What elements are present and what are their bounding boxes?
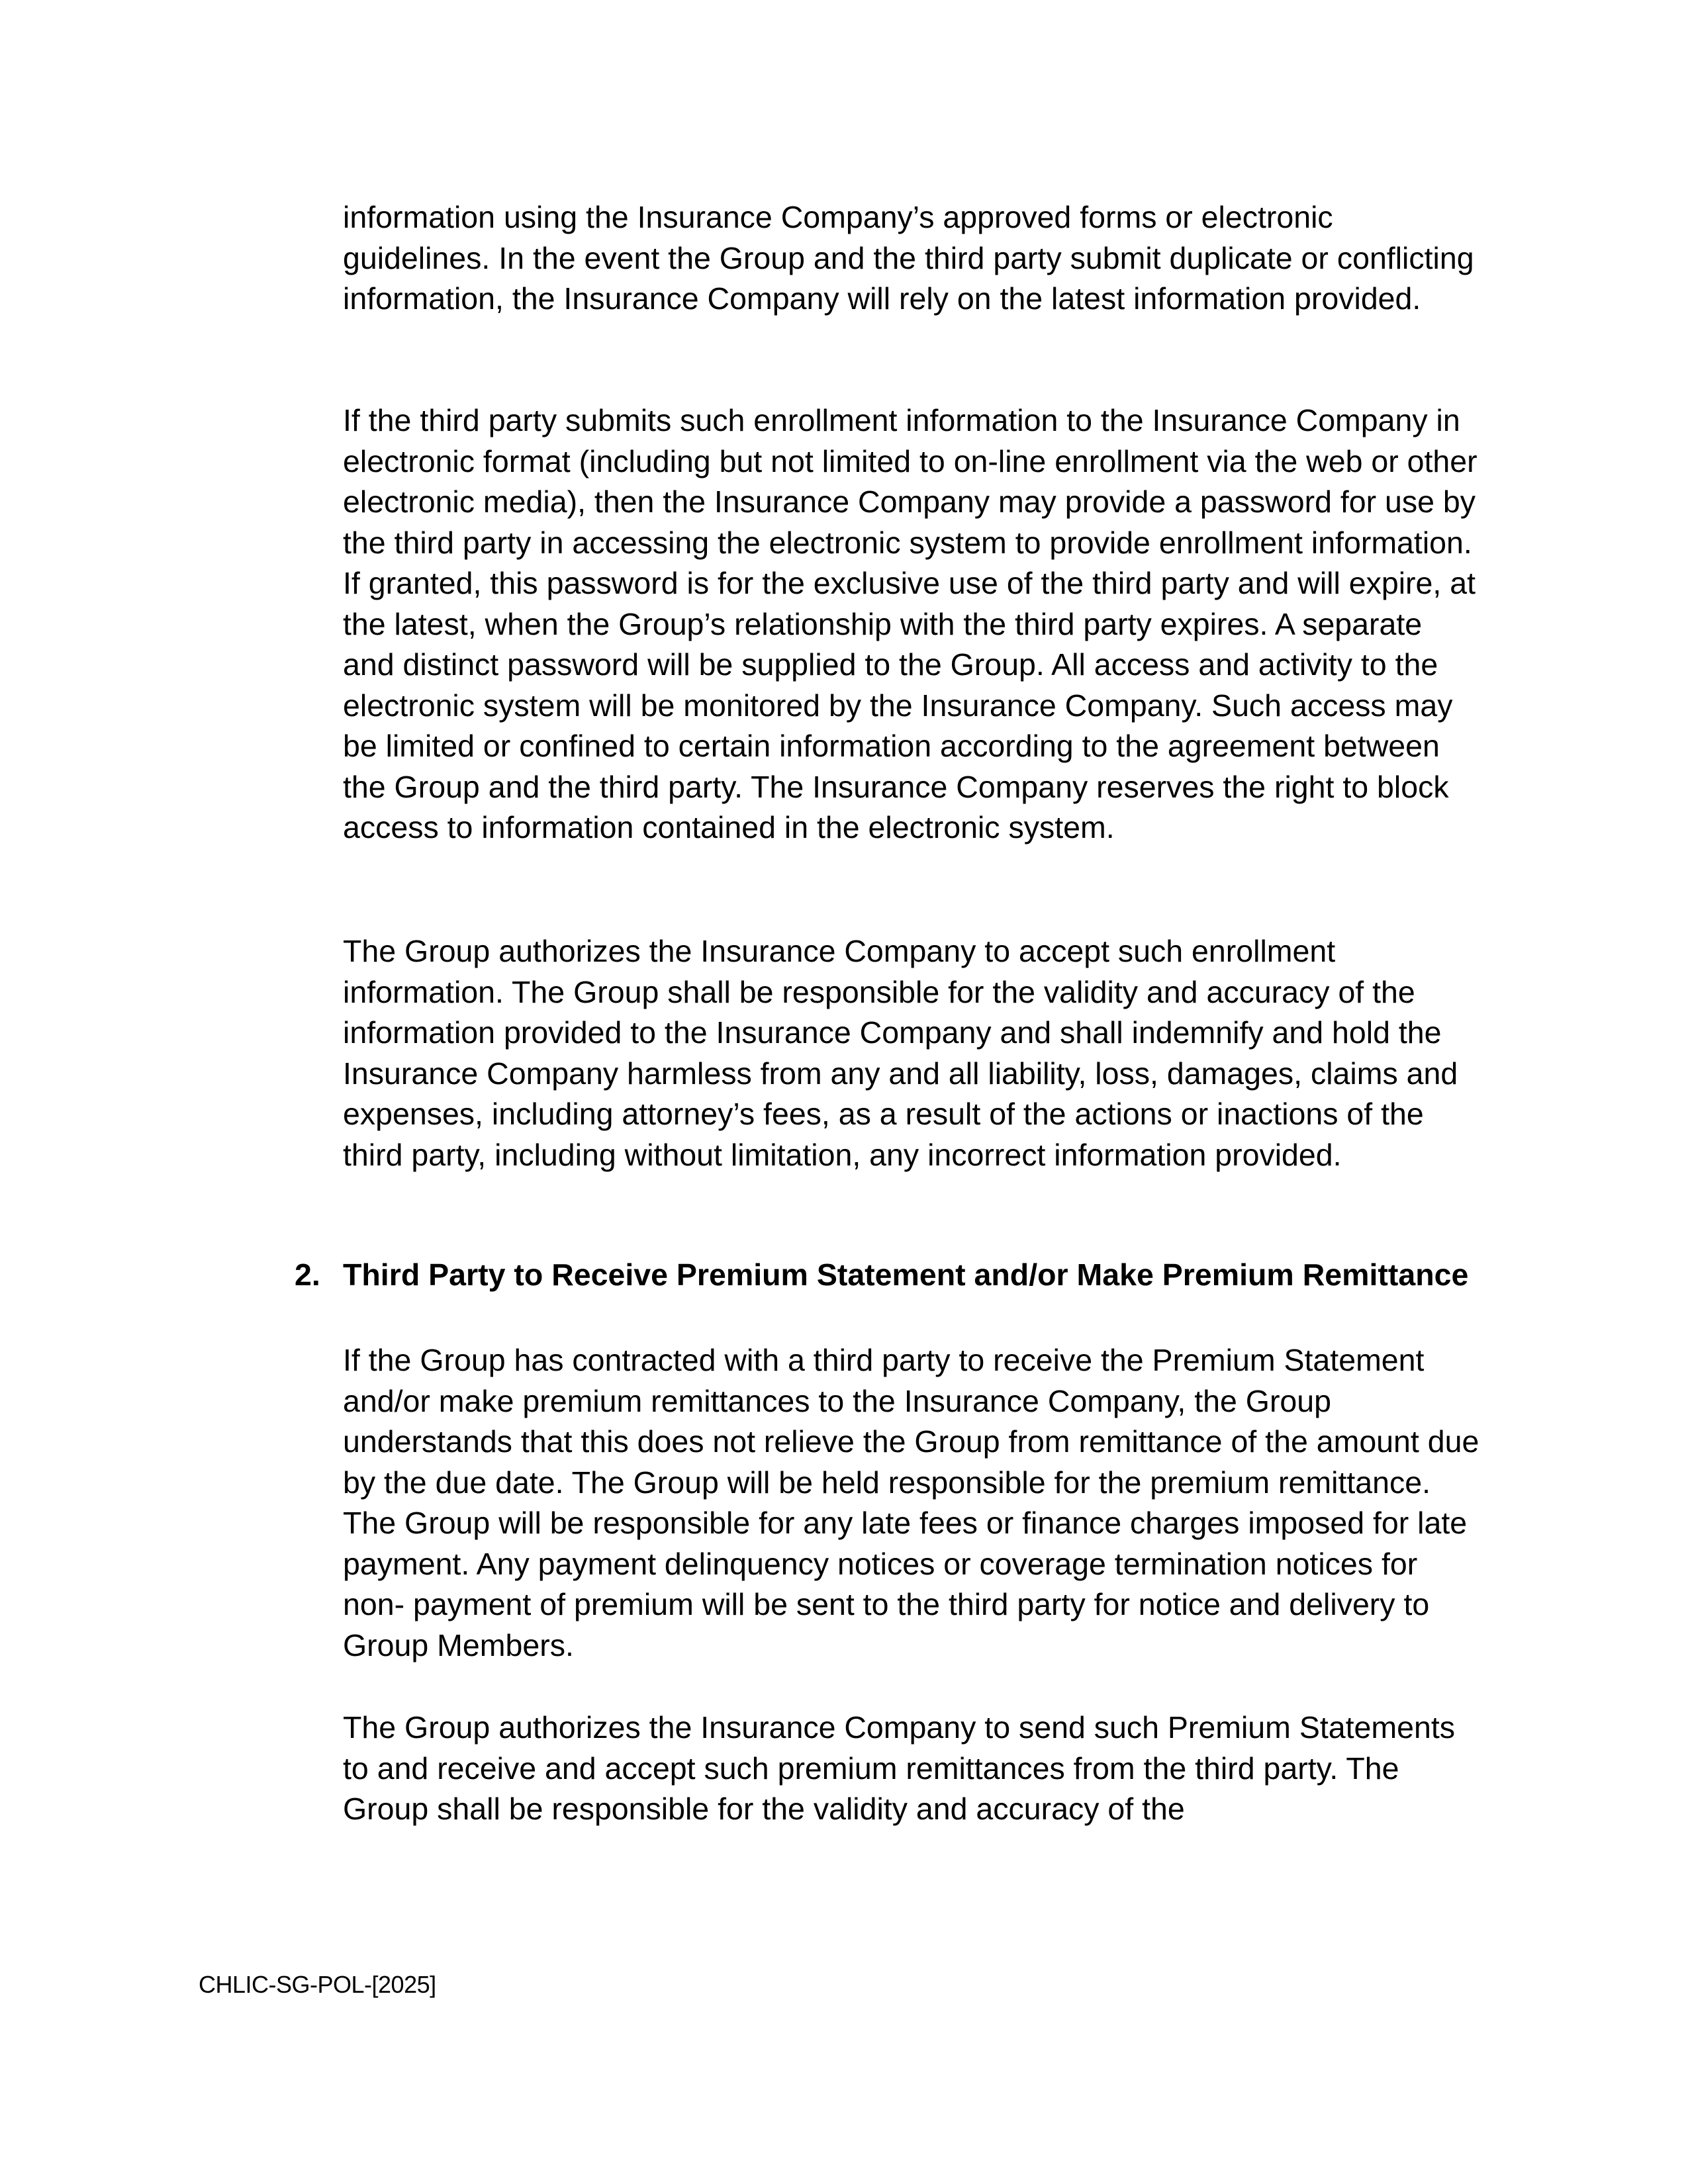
footer-form-code: CHLIC-SG-POL-[2025] xyxy=(199,1971,436,1998)
section-number: 2. xyxy=(295,1257,320,1292)
paragraph-authorization-premium: The Group authorizes the Insurance Company to send such Premium Statements to and receive and accept such premium remittances from the third party. The Group shall be responsible for the validity and accuracy of the xyxy=(343,1710,1456,1826)
paragraph-authorization-enrollment: The Group authorizes the Insurance Company to accept such enrollment information. The Group shall be responsible for the validity and accuracy of the information provided to the Insurance Company and shall indemnify and hold the Insurance Company harmless from any and all liability, loss, damages, claims and expenses, including attorney’s fees, as a result of the actions or inactions of the third party, including without limitation, any incorrect information provided. xyxy=(343,934,1458,1172)
paragraph-enrollment-forms: information using the Insurance Company’s approved forms or electronic guidelines. In the event the Group and the third party submit duplicate or conflicting information, the Insurance Company will rely on the latest information provided. xyxy=(343,200,1474,316)
paragraph-electronic-password: If the third party submits such enrollment information to the Insurance Company in electronic format (including but not limited to on-line enrollment via the web or other electronic media), then the Insurance Company may provide a password for use by the third party in accessing the electronic system to provide enrollment information. If granted, this password is for the exclusive use of the third party and will expire, at the latest, when the Group’s relationship with the third party expires. A separate and distinct password will be supplied to the Group. All access and activity to the electronic system will be monitored by the Insurance Company. Such access may be limited or confined to certain information according to the agreement between the Group and the third party. The Insurance Company reserves the right to block access to information contained in the electronic system. xyxy=(343,403,1477,844)
paragraph-premium-statement: If the Group has contracted with a third party to receive the Premium Statement and/or make premium remittances to the Insurance Company, the Group understands that this does not relieve the Group from remittance of the amount due by the due date. The Group will be held responsible for the premium remittance. The Group will be responsible for any late fees or finance charges imposed for late payment. Any payment delinquency notices or coverage termination notices for non- payment of premium will be sent to the third party for notice and delivery to Group Members. xyxy=(343,1343,1479,1662)
section-heading: Third Party to Receive Premium Statement and/or Make Premium Remittance xyxy=(343,1257,1469,1292)
